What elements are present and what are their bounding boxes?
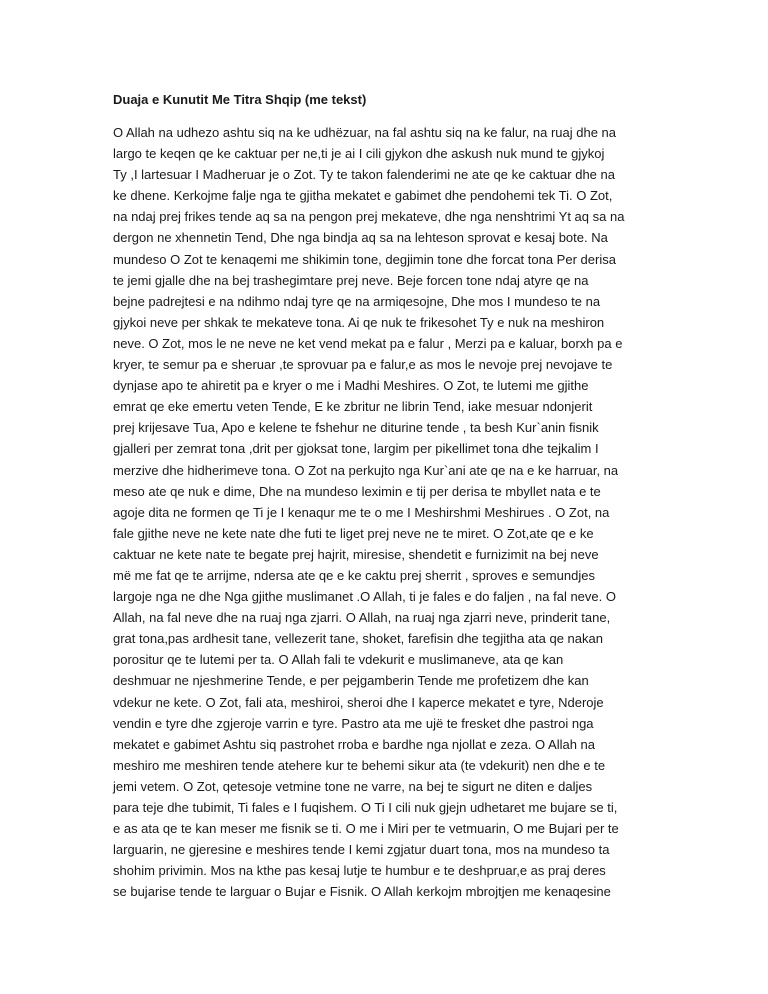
body-text-line: grat tona,pas ardhesit tane, vellezerit tane, shoket, farefisin dhe tegjitha ata qe nakan	[113, 631, 603, 647]
body-text-line: shohim privimin. Mos na kthe pas kesaj lutje te humbur e te deshpruar,e as praj deres	[113, 863, 606, 879]
body-text-line: agoje dita ne formen qe Ti je I kenaqur me te o me I Meshirshmi Meshirues . O Zot, na	[113, 504, 610, 520]
body-text-line: Allah, na fal neve dhe na ruaj nga zjarri. O Allah, na ruaj nga zjarri neve, prinderit tane,	[113, 610, 611, 626]
body-text-line: mekatet e gabimet Ashtu siq pastrohet rroba e bardhe nga njollat e zeza. O Allah na	[113, 736, 596, 752]
body-text-line: vendin e tyre dhe zgjeroje varrin e tyre. Pastro ata me ujë te fresket dhe pastroi nga	[113, 715, 594, 731]
body-text-line: dynjase apo te ahiretit pa e kryer o me i Madhi Meshires. O Zot, te lutemi me gjithe	[113, 378, 589, 394]
body-text-line: fale gjithe neve ne kete nate dhe futi te liget prej neve ne te miret. O Zot,ate qe e ke	[113, 525, 594, 541]
body-text-line: O Allah na udhezo ashtu siq na ke udhëzuar, na fal ashtu siq na ke falur, na ruaj dhe na	[113, 125, 617, 140]
document-title: Duaja e Kunutit Me Titra Shqip (me tekst)	[113, 92, 367, 107]
body-text-line: ke dhene. Kerkojme falje nga te gjitha mekatet e gabimet dhe pendohemi tek Ti. O Zot,	[113, 188, 613, 204]
body-text-line: caktuar ne kete nate te begate prej hajrit, miresise, shendetit e furnizimit na bej neve	[113, 546, 599, 562]
body-text-line: gjalleri per zemrat tona ,drit per gjoksat tone, largim per pikellimet tona dhe tejkalim I	[113, 441, 599, 457]
body-text-line: neve. O Zot, mos le ne neve ne ket vend mekat pa e falur , Merzi pa e kaluar, borxh pa e	[113, 335, 623, 351]
body-text-line: më me fat qe te arrijme, ndersa ate qe e ke caktu prej sherrit , sproves e semundjes	[113, 567, 595, 583]
document-body	[113, 122, 673, 902]
body-text-line: bejne padrejtesi e na ndihmo ndaj tyre qe na armiqesojne, Dhe mos I mundeso te na	[113, 293, 601, 309]
body-text-line: Ty ,I lartesuar I Madheruar je o Zot. Ty te takon falenderimi ne ate qe ke caktuar dhe na	[113, 167, 615, 183]
body-text-line: na ndaj prej frikes tende aq sa na pengon prej mekateve, dhe nga nenshtrimi Yt aq sa na	[113, 209, 625, 225]
body-text-line: deshmuar ne njeshmerine Tende, e per pejgamberin Tende me profetizem dhe kan	[113, 673, 589, 689]
body-text-line: larguarin, ne gjeresine e meshires tende I kemi zgjatur duart tona, mos na mundeso ta	[113, 842, 610, 858]
body-text-line: emrat qe eke emertu veten Tende, E ke zbritur ne librin Tend, iake mesuar ndonjerit	[113, 399, 593, 415]
body-text-line: kryer, te semur pa e sheruar ,te sprovuar pa e falur,e as mos le nevoje prej nevojave te	[113, 357, 613, 373]
body-text-line: porositur qe te lutemi per ta. O Allah fali te vdekurit e muslimaneve, ata qe kan	[113, 652, 564, 668]
body-text-line: te jemi gjalle dhe na bej trashegimtare prej neve. Beje forcen tone ndaj atyre qe na	[113, 272, 589, 288]
body-text-line: jemi vetem. O Zot, qetesoje vetmine tone ne varre, na bej te sigurt ne diten e daljes	[113, 778, 593, 794]
body-text-line: vdekur ne kete. O Zot, fali ata, meshiroi, sheroi dhe I kaperce mekatet e tyre, Nderoje	[113, 694, 604, 710]
body-text-line: gjykoi neve per shkak te mekateve tona. Ai qe nuk te frikesohet Ty e nuk na meshiron	[113, 314, 605, 330]
body-text-line: prej krijesave Tua, Apo e kelene te fshehur ne diturine tende , ta besh Kur`anin fisnik	[113, 420, 599, 436]
body-text-line: meshiro me meshiren tende atehere kur te behemi sikur ata (te vdekurit) nen dhe e te	[113, 757, 606, 773]
body-text-line: para teje dhe tubimit, Ti fales e I fuqishem. O Ti I cili nuk gjejn udhetaret me bujare se ti,	[113, 800, 618, 815]
body-text-line: largo te keqen qe ke caktuar per ne,ti je ai I cili gjykon dhe askush nuk mund te gjykoj	[113, 146, 605, 162]
body-text-line: meso ate qe nuk e dime, Dhe na mundeso leximin e tij per derisa te mbyllet nata e te	[113, 483, 601, 499]
body-text-line: largoje nga ne dhe Nga gjithe muslimanet .O Allah, ti je fales e do faljen , na fal neve. O	[113, 589, 616, 605]
body-text-line: e as ata qe te kan meser me fisnik se ti. O me i Miri per te vetmuarin, O me Bujari per te	[113, 821, 619, 837]
body-text-line: mundeso O Zot te kenaqemi me shikimin tone, degjimin tone dhe forcat tona Per derisa	[113, 251, 616, 267]
body-text-line: dergon ne xhennetin Tend, Dhe nga bindja aq sa na lehteson sprovat e kesaj bote. Na	[113, 230, 608, 246]
body-text-line: merzive dhe hidherimeve tona. O Zot na perkujto nga Kur`ani ate qe na e ke harruar, na	[113, 462, 619, 478]
body-text-line: se bujarise tende te larguar o Bujar e Fisnik. O Allah kerkojm mbrojtjen me kenaqesine	[113, 884, 611, 900]
